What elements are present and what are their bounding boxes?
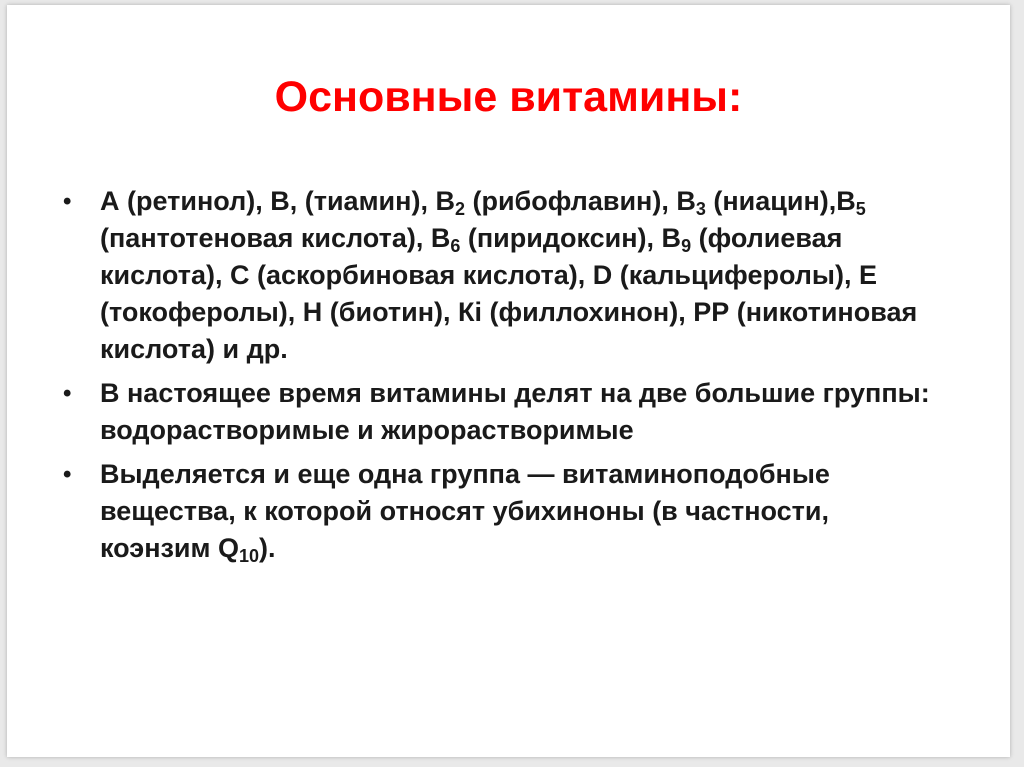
bullet-dot-icon: • xyxy=(63,461,72,488)
bullet-vitaminlike-substances xyxy=(60,456,940,567)
slide xyxy=(7,5,1010,757)
subscript: 10 xyxy=(239,546,260,566)
bullet-dot-icon: • xyxy=(63,188,72,215)
subscript: 6 xyxy=(450,236,461,256)
subscript: 2 xyxy=(454,199,465,219)
bullet-text: А (ретинол), В, (тиамин), $В_2$ (рибофлавин), $В_3$ $(ниацин),В_5$ (пантотеновая кислота), $В_6$ (пиридоксин), $В_9$ (фолиевая кислота), С (аскорбиновая кислота), D (кальциферолы), Е (токоферолы), Н (биотин), Кi (филлохинон), РР (никотиновая кислота) и др. xyxy=(100,186,918,364)
bullet-dot-icon: • xyxy=(63,380,72,407)
bullet-vitamin-groups xyxy=(60,375,940,449)
subscript: 9 xyxy=(681,236,692,256)
slide-title: Основные витамины: xyxy=(274,73,743,121)
subscript: 3 xyxy=(695,199,706,219)
bullet-text: В настоящее время витамины делят на две большие группы: водорастворимые и жирорастворимые xyxy=(100,378,930,445)
bullet-list xyxy=(60,183,940,574)
bullet-text: Выделяется и еще одна группа — витаминоподобные вещества, к которой относят убихиноны (в частности, коэнзим $Q_{10}$). xyxy=(100,459,830,566)
subscript: 5 xyxy=(855,199,866,219)
bullet-vitamin-list xyxy=(60,183,940,368)
